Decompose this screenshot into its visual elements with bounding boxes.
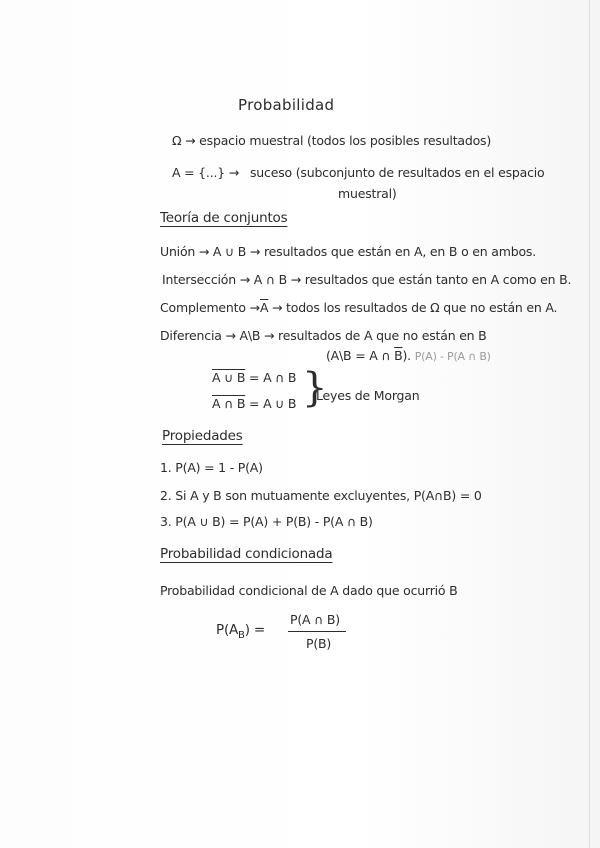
diferencia-equivalence: (A\B = A ∩ $\overline{B}$). P(A) - P(A ∩ B) bbox=[326, 348, 491, 363]
fraction-bar bbox=[288, 631, 346, 632]
complemento-definition: → todos los resultados de Ω que no están en A. bbox=[272, 300, 558, 315]
conditional-formula-lhs: $P(A_B)$ = bbox=[216, 622, 265, 641]
union-definition: Unión → A ∪ B → resultados que están en A, en B o en ambos. bbox=[160, 244, 536, 259]
interseccion-definition: Intersección → A ∩ B → resultados que están tanto en A como en B. bbox=[162, 272, 572, 287]
suceso-definition: suceso (subconjunto de resultados en el espacio bbox=[250, 165, 545, 180]
section-heading-condicionada: Probabilidad condicionada bbox=[160, 546, 333, 562]
complemento-symbol: $\overline{A}$ bbox=[260, 300, 269, 315]
section-heading-conjuntos: Teoría de conjuntos bbox=[160, 210, 288, 226]
morgan-label: Leyes de Morgan bbox=[316, 388, 420, 403]
complemento-label: Complemento → bbox=[160, 300, 260, 315]
morgan-law-1: A ∪ B = A ∩ B bbox=[212, 370, 297, 385]
page-title: Probabilidad bbox=[238, 96, 335, 114]
property-2: 2. Si A y B son mutuamente excluyentes, P(A∩B) = 0 bbox=[160, 488, 482, 503]
property-3: 3. P(A ∪ B) = P(A) + P(B) - P(A ∩ B) bbox=[160, 514, 373, 529]
conditional-numerator: P(A ∩ B) bbox=[290, 612, 340, 627]
morgan-brace: } bbox=[302, 365, 328, 411]
morgan-law-2: A ∩ B = A ∪ B bbox=[212, 396, 297, 411]
omega-definition: Ω → espacio muestral (todos los posibles resultados) bbox=[172, 133, 492, 148]
section-heading-propiedades: Propiedades bbox=[162, 428, 243, 444]
conditional-definition: Probabilidad condicional de A dado que ocurrió B bbox=[160, 583, 458, 598]
diferencia-definition: Diferencia → A\B → resultados de A que no están en B bbox=[160, 328, 487, 343]
conditional-denominator: P(B) bbox=[306, 636, 332, 651]
suceso-continuation: muestral) bbox=[338, 186, 397, 201]
property-1: 1. P(A) = 1 - P(A) bbox=[160, 460, 263, 475]
suceso-lhs: A = {...} → bbox=[172, 165, 240, 180]
